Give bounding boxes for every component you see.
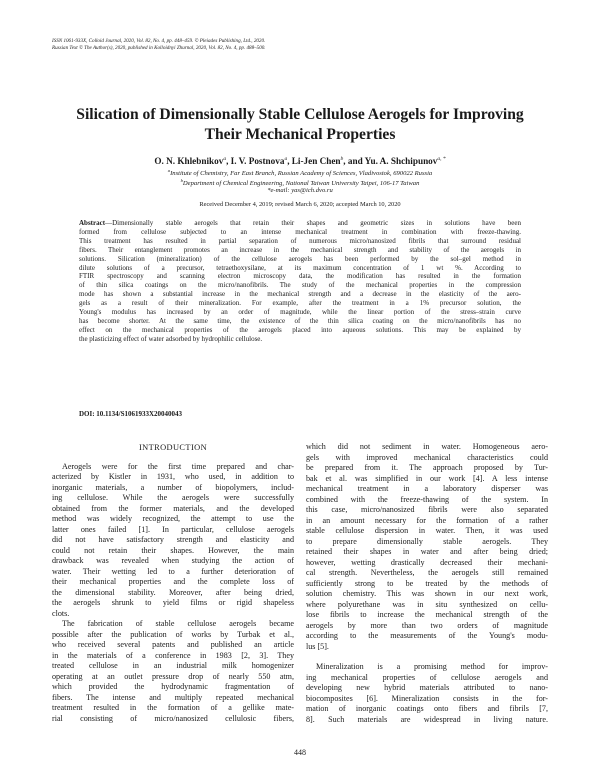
affil-mark: b <box>180 178 183 183</box>
body-line: combined with the freeze-thawing of the system. In <box>306 494 548 504</box>
author-name: Yu. A. Shchipunov <box>364 156 438 167</box>
affil-text: Department of Chemical Engineering, National Taiwan University Taipei, 106-17 Taiwan <box>182 180 420 188</box>
body-line: their mechanical properties and the complete loss of <box>52 577 294 586</box>
title-line: Their Mechanical Properties <box>204 126 396 143</box>
abstract-line: formed from cellulose subjected to an intense mechanical treatment in combination with freeze-thawing. <box>79 227 521 236</box>
page-number: 448 <box>294 748 306 757</box>
body-line: in an amount necessary for the formation of a rather <box>306 515 548 525</box>
body-line: the aerogels shrunk to yield films or rigid shapeless <box>52 598 294 607</box>
body-line: however, wetting drastically decreased their mechani- <box>306 557 548 567</box>
author-name: I. V. Postnova <box>230 156 285 167</box>
body-line: who received several patents and published an article <box>52 640 294 649</box>
body-line: which did not sediment in water. Homogeneous aero- <box>306 442 548 451</box>
body-line: the dimensional stability. Moreover, after being dried, <box>52 587 294 597</box>
body-line: to prepare dimensionally stable aerogels. They <box>306 536 548 546</box>
body-line: inorganic materials, a number of biopolymers, includ- <box>52 482 294 492</box>
author-affil-mark: b <box>340 156 344 162</box>
abstract-line: of thin silica coatings on the micro/nanofibrils. The study of the mechanical properties in the compression <box>79 281 521 290</box>
author-affil-mark: a <box>284 156 288 162</box>
corresponding-email <box>40 186 560 195</box>
abstract-line: dilute solutions of a precursor, tetraethoxysilane, at its maximum concentration of 1 wt %. According to <box>79 263 521 272</box>
body-line: Mineralization is a promising method for improv- <box>316 662 548 671</box>
body-line: retained their shapes in water and after being dried; <box>306 547 548 556</box>
body-line: bak et al. was simplified in our work [4]. A less intense <box>306 473 548 483</box>
body-line: developing new hybrid materials attributed to nano- <box>306 683 548 692</box>
author-name: Li-Jen Chen <box>291 156 341 167</box>
body-line: 8]. Such materials are widespread in living nature. <box>306 714 548 724</box>
abstract-line: fibers. Their entanglement promotes an increase in the mechanical strength and stability of the aerogels in <box>79 245 521 254</box>
abstract-line: Young's modulus has increased by an order of magnitude, while the linear portion of the stress–strain curve <box>79 308 521 317</box>
body-line: clots. <box>52 608 70 618</box>
right-column <box>306 442 548 725</box>
body-line: lus [5]. <box>306 641 329 651</box>
received-dates: Received December 4, 2019; revised March 6, 2020; accepted March 10, 2020 <box>199 201 401 208</box>
abstract <box>79 219 521 344</box>
body-line: treated cellulose in an industrial milk homogenizer <box>52 661 294 670</box>
body-line: lose fibrils to increase the mechanical strength of the <box>306 610 548 619</box>
body-line: where polyurethane was in situ synthesized on cellu- <box>306 599 548 609</box>
abstract-line: FTIR spectroscopy and scanning electron microscopy data, the modification has resulted in the formation <box>79 272 521 281</box>
left-column <box>52 442 294 724</box>
author-name: O. N. Khlebnikov <box>154 156 224 167</box>
body-line: solution chemistry. This was shown in our next work, <box>306 589 548 598</box>
abstract-line <box>79 219 521 228</box>
body-line: sufficiently strong to be treated by the methods of <box>306 578 548 588</box>
body-line: rial consisting of micro/nanosized cellulosic fibers, <box>52 713 294 723</box>
journal-header-line: Russian Text © The Author(s), 2020, published in Kolloidnyi Zhurnal, 2020, Vol. 82, No. 4, pp. 488–500. <box>52 45 266 51</box>
abstract-line: gels as a result of their mineralization. For example, after the treatment in a 1% precursor solution, the <box>79 299 521 308</box>
body-line: mechanical treatment in a laboratory disperser was <box>306 484 548 493</box>
author-affil-mark: a, * <box>437 156 446 162</box>
body-line: ing cellulose. While the aerogels were successfully <box>52 493 294 502</box>
body-line: did not have satisfactory strength and elasticity and <box>52 535 294 544</box>
author-list: O. N. Khlebnikov$^a$, I. V. Postnova$^a$, Li-Jen Chen$^b$, and Yu. A. Shchipunov$^{a, *}$ <box>154 156 446 167</box>
body-line: water. Their wetting led to a further deterioration of <box>52 566 294 576</box>
body-line: ing mechanical properties of cellulose aerogels and <box>306 672 548 682</box>
body-line: aerogels by more than two orders of magnitude <box>306 620 548 630</box>
journal-header <box>52 38 266 52</box>
body-line: could not retain their shapes. However, the main <box>52 545 294 555</box>
body-line: Aerogels were for the first time prepared and char- <box>62 461 294 471</box>
body-line: cal strength. Nevertheless, the aerogels still remained <box>306 568 548 577</box>
body-line: fibers. The intense and multiply repeated mechanical <box>52 692 294 702</box>
body-line: possible after the publication of works by Turbak et al., <box>52 629 294 639</box>
abstract-line: the plasticizing effect of water adsorbed by hydrophilic cellulose. <box>79 334 263 343</box>
abstract-line: solutions. Silication (mineralization) of the cellulose aerogels has been performed by the sol–gel method in <box>79 254 521 263</box>
title-line: Silication of Dimensionally Stable Cellulose Aerogels for Improving <box>76 106 524 123</box>
author-affil-mark: a <box>223 156 227 162</box>
body-line: gels with improved mechanical characteristics could <box>306 452 548 462</box>
body-line: mation of inorganic coatings onto fibers and fibrils [7, <box>306 704 548 713</box>
affil-mark: a <box>167 168 171 173</box>
paragraph-gap <box>306 652 548 662</box>
section-heading: INTRODUCTION <box>138 443 208 452</box>
journal-header-line: ISSN 1061-933X, Colloid Journal, 2020, Vol. 82, No. 4, pp. 448–459. © Pleiades Publishing, Ltd., 2020. <box>52 38 266 44</box>
paper-title <box>40 105 560 145</box>
body-line: method was widely recognized, the attempt to use the <box>52 514 294 523</box>
body-line: treatment resulted in the formation of a gellike mate- <box>52 703 294 712</box>
body-line: obtained from the former materials, and the developed <box>52 503 294 513</box>
body-line: which provided the hydrodynamic fragmentation of <box>52 682 294 691</box>
abstract-line: effect on the mechanical properties of the aerogels placed into aqueous solutions. This may be explained by <box>79 325 521 334</box>
abstract-text: —Dimensionally stable aerogels that retain their shapes and geometric sizes in solutions have been <box>105 219 521 227</box>
body-line: drawback was revealed when studying the action of <box>52 556 294 565</box>
body-line: in the materials of a conference in 1983 [2, 3]. They <box>52 650 294 660</box>
body-line: according to the measurements of the Young's modu- <box>306 631 548 640</box>
body-line: The fabrication of stable cellulose aerogels became <box>62 619 294 628</box>
abstract-label: Abstract <box>79 219 106 227</box>
body-line: operating at an outlet pressure drop of nearly 550 atm, <box>52 671 294 681</box>
body-line: be prepared from it. The approach proposed by Tur- <box>306 463 548 472</box>
abstract-line: mode has shown a substantial increase in the mechanical strength and a decrease in the elasticity of the aero- <box>79 290 521 299</box>
body-line: latter ones failed [1]. In particular, cellulose aerogels <box>52 524 294 534</box>
body-line: acterized by Kistler in 1931, who used, in addition to <box>52 472 294 481</box>
abstract-line: has become shorter. At the same time, the existence of the thin silica coating on the micro/nanofibrils has no <box>79 316 521 325</box>
affil-text: Institute of Chemistry, Far East Branch, Russian Academy of Sciences, Vladivostok, 690022 Russia <box>170 170 433 178</box>
body-line: stable cellulose dispersion in water. Then, it was used <box>306 526 548 535</box>
body-line: biocomposites [6]. Mineralization consists in the for- <box>306 693 548 703</box>
doi[interactable]: DOI: 10.1134/S1061933X20040043 <box>79 410 183 418</box>
body-line: this case, micro/nanosized fibrils were also separated <box>306 505 548 514</box>
abstract-line: This treatment has resulted in partial separation of numerous micro/nanosized fibrils that surround residual <box>79 236 521 245</box>
email-text: *e-mail: yas@ich.dvo.ru <box>267 187 333 194</box>
